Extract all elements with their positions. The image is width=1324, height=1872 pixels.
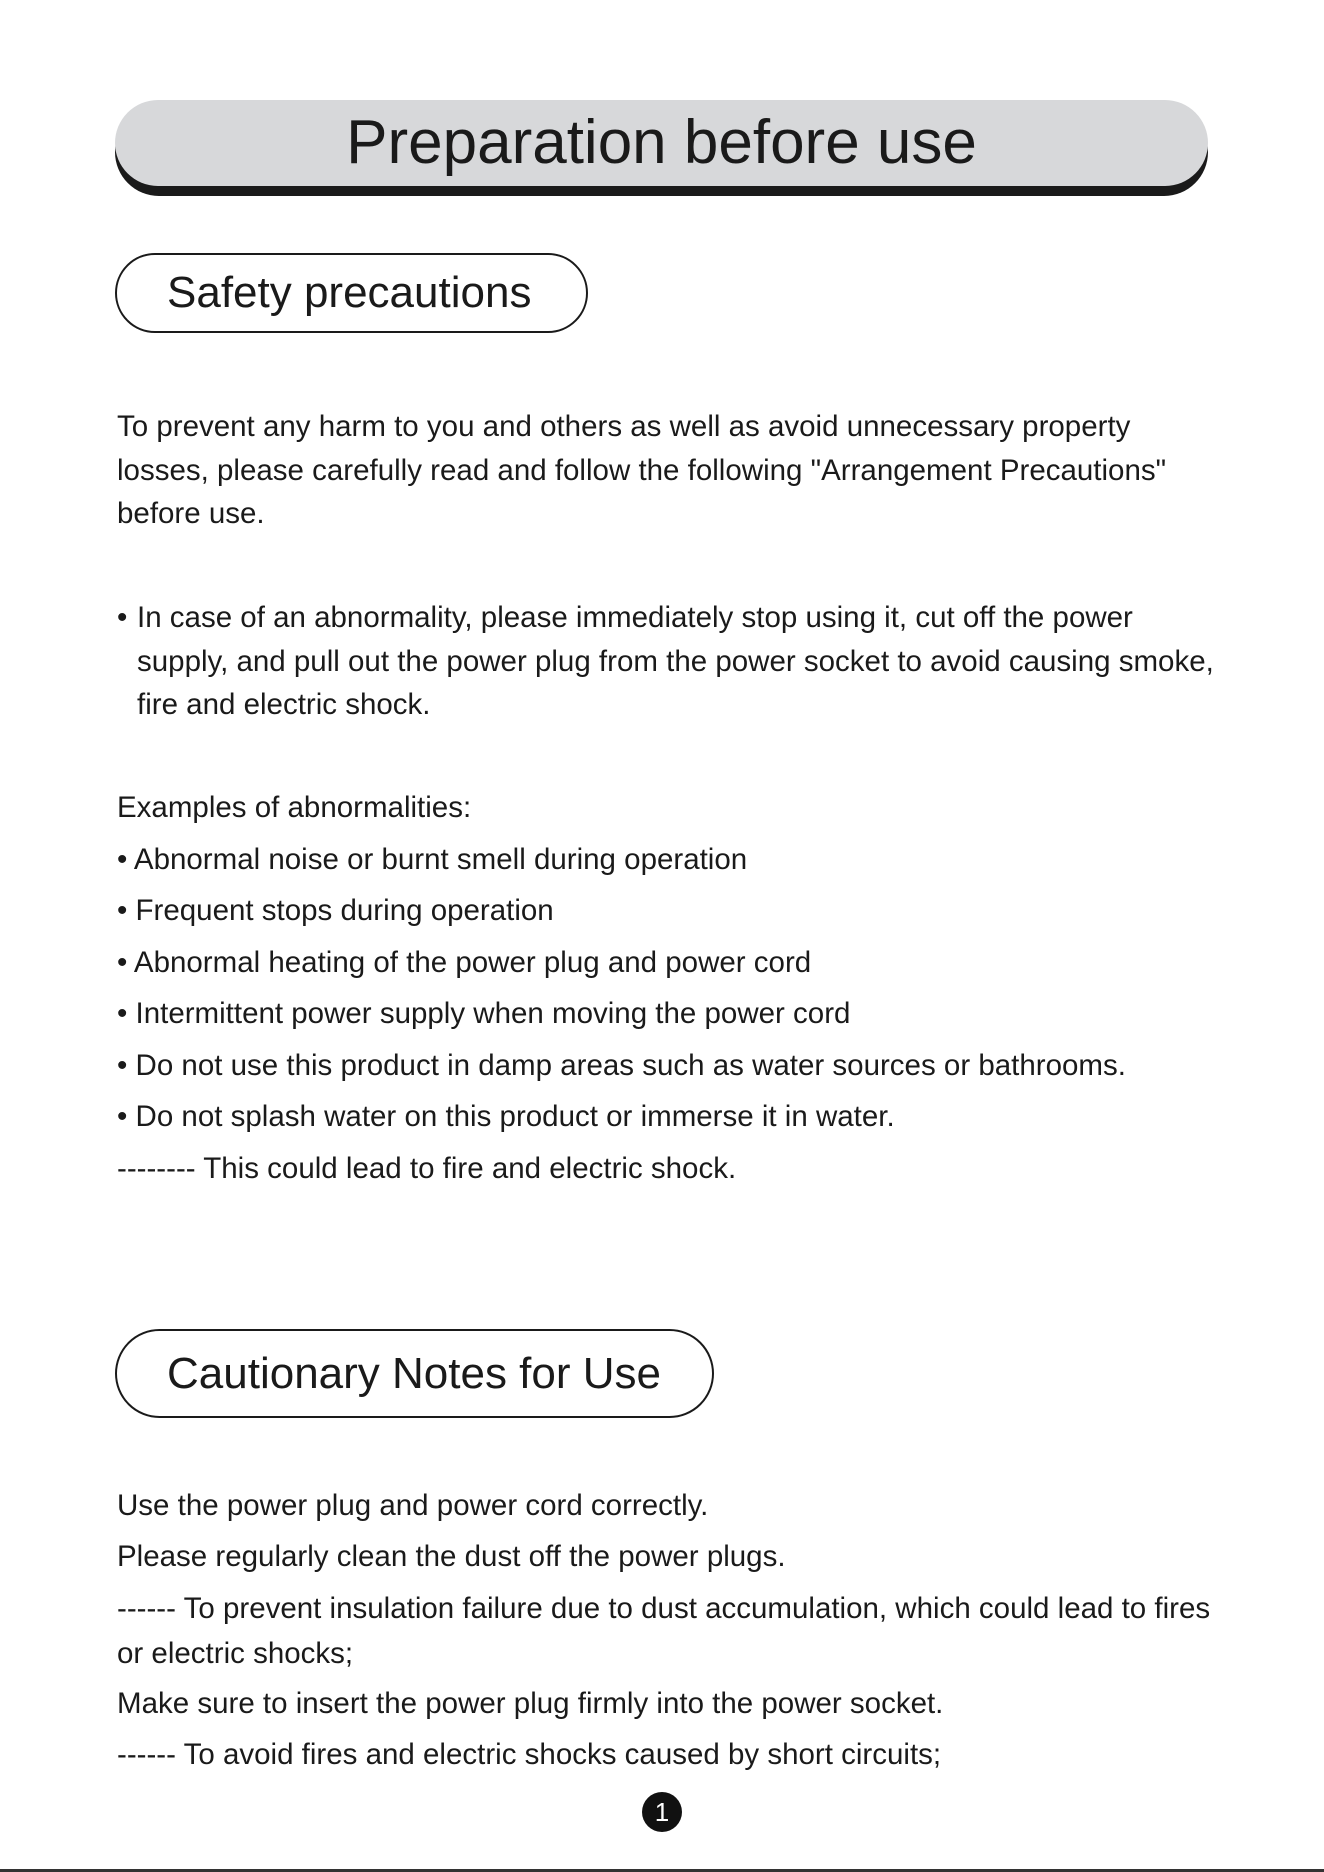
section-heading-label: Cautionary Notes for Use (167, 1348, 661, 1398)
usage-note-4: Make sure to insert the power plug firmly into the power socket. (117, 1687, 944, 1720)
usage-note-3: ------ To prevent insulation failure due to dust accumulation, which could lead to fires or electric shocks; (117, 1592, 1211, 1670)
list-item: • Frequent stops during operation (117, 894, 554, 927)
title-banner (115, 100, 1208, 196)
list-item: • Intermittent power supply when moving the power cord (117, 997, 851, 1030)
intro-paragraph: To prevent any harm to you and others as well as avoid unnecessary property losses, please carefully read and follow the following "Arrangement Precautions" before use. (117, 410, 1167, 530)
section-heading-cautionary (115, 1329, 714, 1418)
abnormality-bullet (117, 596, 1217, 727)
list-item: • Do not use this product in damp areas such as water sources or bathrooms. (117, 1048, 1126, 1082)
page-number-badge (642, 1792, 682, 1832)
list-item: • Abnormal heating of the power plug and power cord (117, 945, 812, 979)
usage-note-5: ------ To avoid fires and electric shocks caused by short circuits; (117, 1738, 942, 1771)
usage-note-2: Please regularly clean the dust off the power plugs. (117, 1540, 786, 1573)
page-title: Preparation before use (346, 108, 977, 177)
list-item: • Do not splash water on this product or immerse it in water. (117, 1100, 895, 1133)
section-heading-label: Safety precautions (167, 268, 532, 317)
page-number: 1 (654, 1796, 670, 1827)
list-item: Examples of abnormalities: (117, 791, 472, 824)
section-heading-safety (115, 253, 588, 333)
list-item: -------- This could lead to fire and electric shock. (117, 1151, 737, 1185)
title-banner-face (115, 100, 1208, 186)
usage-note-1: Use the power plug and power cord correctly. (117, 1489, 709, 1522)
list-item: • Abnormal noise or burnt smell during operation (117, 842, 748, 876)
bullet-dot: • (117, 601, 128, 634)
abnormality-examples-list (117, 786, 1217, 1198)
abnormality-bullet-text: In case of an abnormality, please immediately stop using it, cut off the power supply, and pull out the power plug from the power socket to avoid causing smoke, fire and electric shock. (137, 601, 1214, 721)
